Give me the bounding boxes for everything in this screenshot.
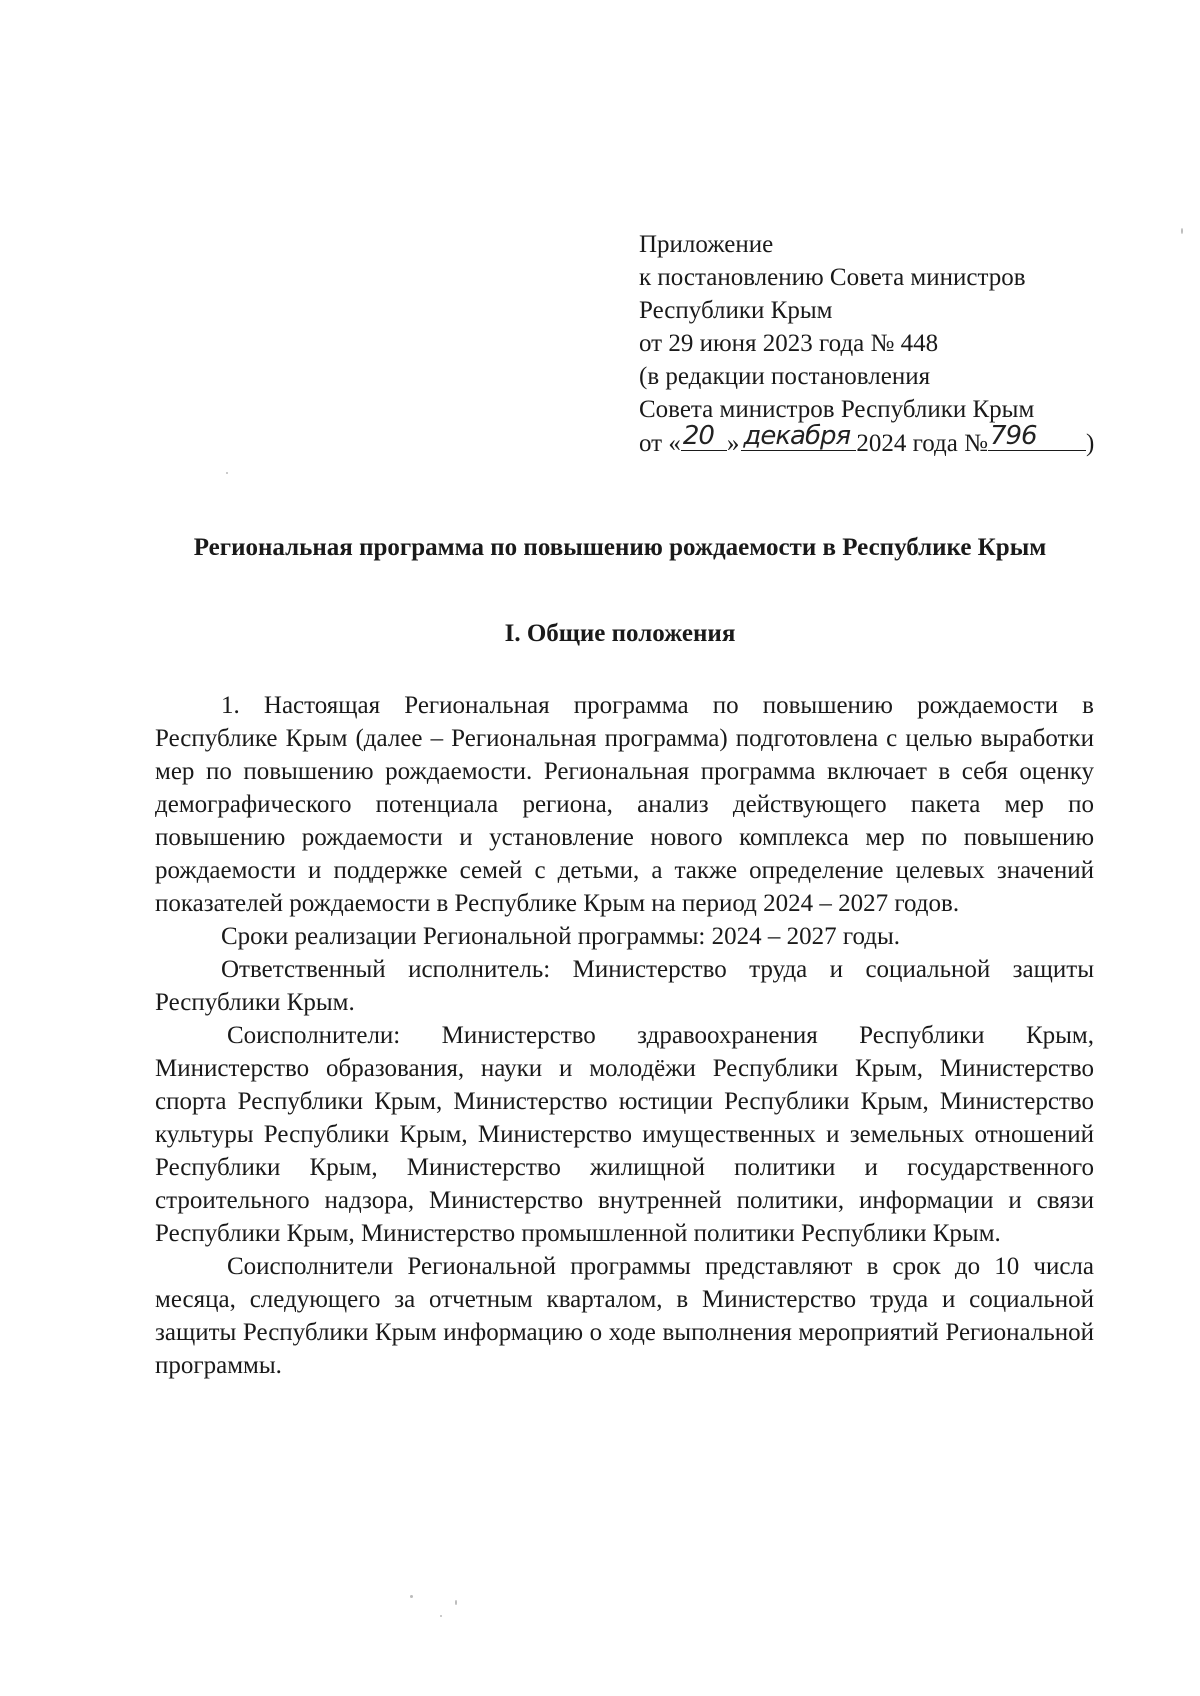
paragraph-3: Ответственный исполнитель: Министерство труда и социальной защиты Республики Крым.: [155, 956, 1094, 1016]
document-body: [155, 689, 1094, 1382]
paragraph-1: 1. Настоящая Региональная программа по повышению рождаемости в Республике Крым (далее – Региональная программа) подготовлена с целью выработки мер по повышению рождаемости. Региональная программа включает в себя оценку демографического потенциала региона, анализ действующего пакета мер по повышению рождаемости и установление нового комплекса мер по повышению рождаемости и поддержке семей с детьми, а также определение целевых значений показателей рождаемости в Республике Крым на период 2024 – 2027 годов.: [155, 692, 1094, 917]
attachment-line-5: (в редакции постановления: [639, 363, 931, 390]
day-blank: [681, 421, 727, 451]
handwritten-day: 20: [682, 421, 714, 451]
paragraph-4: Соисполнители: Министерство здравоохранения Республики Крым, Министерство образования, науки и молодёжи Республики Крым, Министерство спорта Республики Крым, Министерство юстиции Республики Крым, Министерство культуры Республики Крым, Министерство имущественных и земельных отношений Республики Крым, Министерство жилищной политики и государственного строительного надзора, Министерство внутренней политики, информации и связи Республики Крым, Министерство промышленной политики Республики Крым.: [155, 1022, 1094, 1247]
attachment-block: [639, 228, 1099, 460]
attachment-line-6: Совета министров Республики Крым: [639, 396, 1035, 423]
document-title: Региональная программа по повышению рождаемости в Республике Крым: [193, 534, 1047, 561]
section-title: I. Общие положения: [504, 620, 736, 647]
month-blank: [741, 421, 856, 451]
date-year-number-label: 2024 года №: [856, 430, 988, 457]
attachment-line-3: Республики Крым: [639, 297, 833, 324]
number-blank: [988, 421, 1086, 451]
scan-speck: [226, 472, 228, 474]
date-quote-close: »: [726, 430, 740, 457]
date-prefix: от «: [639, 430, 681, 457]
attachment-line-2: к постановлению Совета министров: [639, 264, 1026, 291]
attachment-line-4: от 29 июня 2023 года № 448: [639, 330, 939, 357]
handwritten-number: 796: [989, 421, 1037, 451]
scan-speck: [1181, 228, 1183, 234]
closing-paren: ): [1085, 430, 1095, 457]
attachment-line-7: [639, 421, 1099, 460]
handwritten-month: декабря: [743, 421, 851, 451]
scan-speck: [410, 1595, 413, 1598]
scan-speck: [455, 1600, 457, 1605]
attachment-line-1: Приложение: [639, 231, 774, 258]
scan-speck: [440, 1615, 442, 1617]
paragraph-2: Сроки реализации Региональной программы: 2024 – 2027 годы.: [221, 923, 901, 950]
paragraph-5: Соисполнители Региональной программы представляют в срок до 10 числа месяца, следующего за отчетным кварталом, в Министерство труда и социальной защиты Республики Крым информацию о ходе выполнения мероприятий Региональной программы.: [155, 1253, 1094, 1379]
